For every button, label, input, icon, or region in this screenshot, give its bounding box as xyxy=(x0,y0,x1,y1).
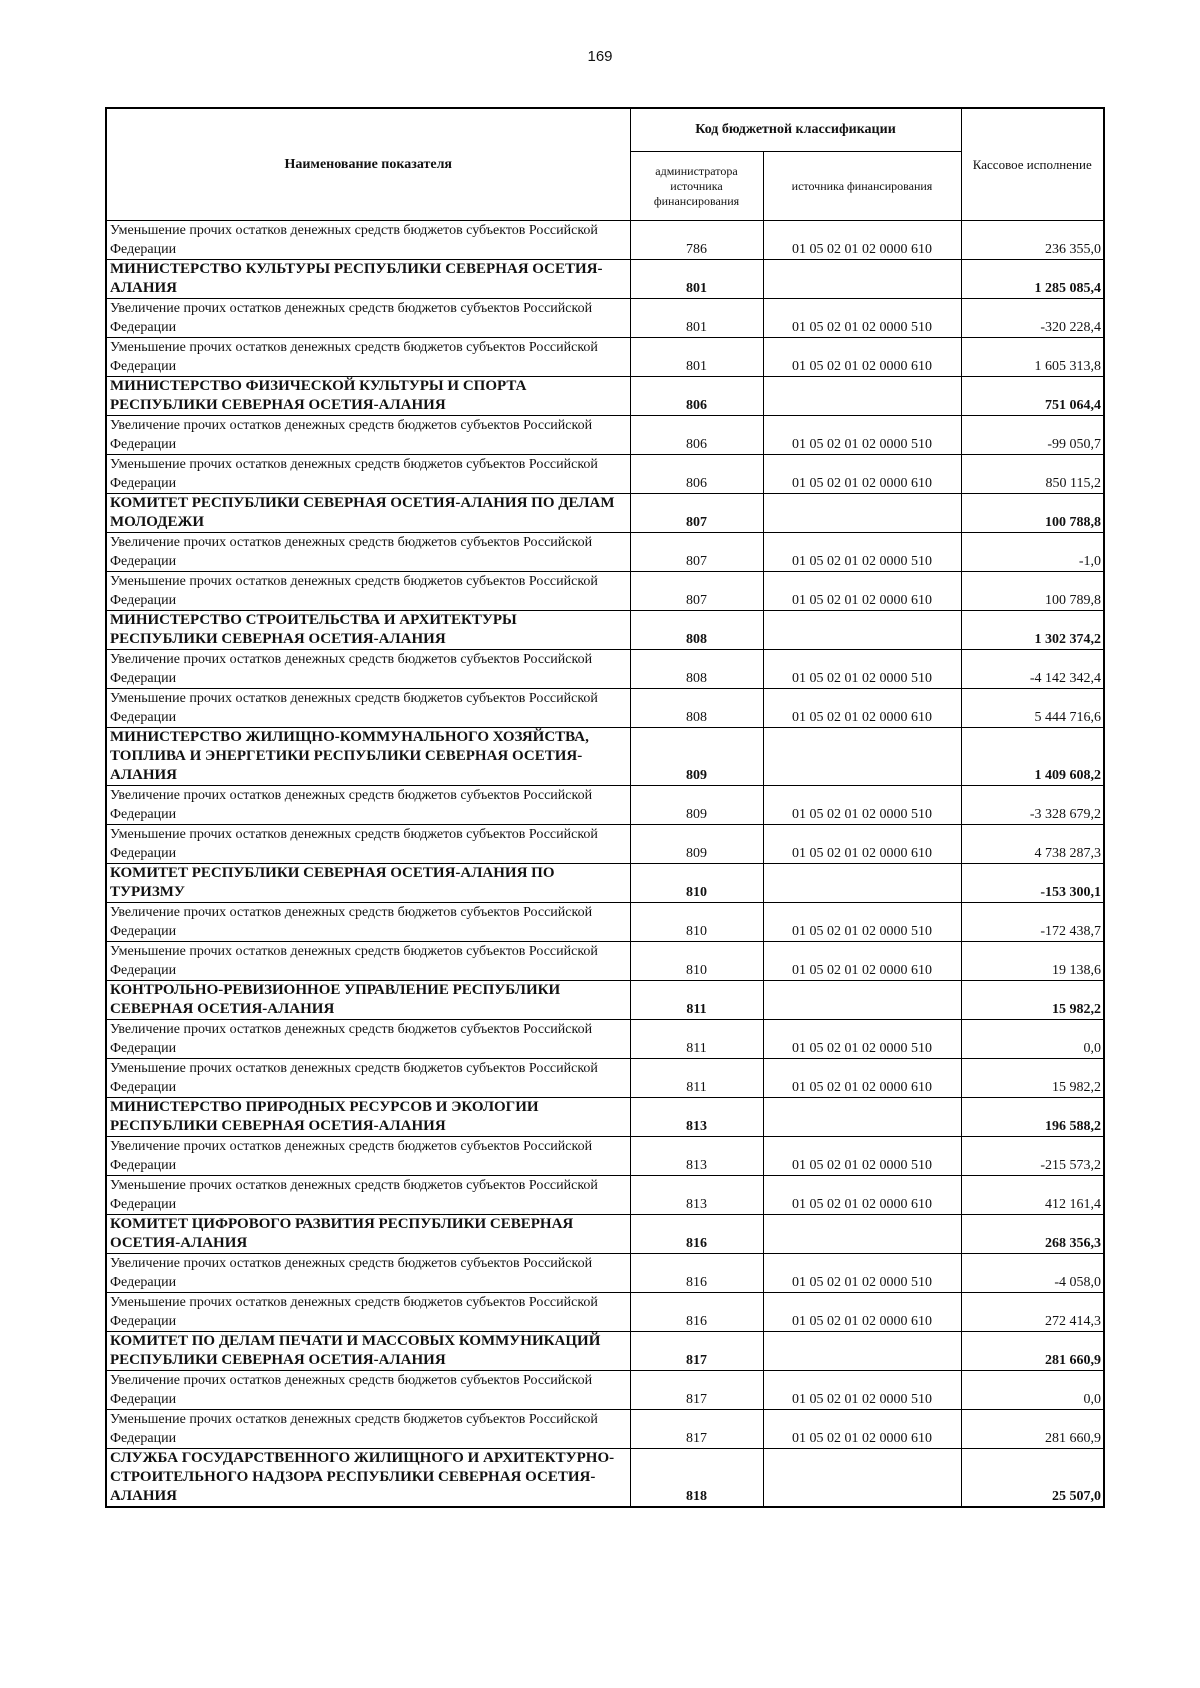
row-name: МИНИСТЕРСТВО СТРОИТЕЛЬСТВА И АРХИТЕКТУРЫ РЕСПУБЛИКИ СЕВЕРНАЯ ОСЕТИЯ-АЛАНИЯ xyxy=(106,611,630,650)
row-administrator-code: 801 xyxy=(630,299,763,338)
budget-execution-table xyxy=(105,107,1105,1508)
row-source-code: 01 05 02 01 02 0000 610 xyxy=(763,1059,961,1098)
row-name: Уменьшение прочих остатков денежных средств бюджетов субъектов Российской Федерации xyxy=(106,455,630,494)
row-name: МИНИСТЕРСТВО ФИЗИЧЕСКОЙ КУЛЬТУРЫ И СПОРТА РЕСПУБЛИКИ СЕВЕРНАЯ ОСЕТИЯ-АЛАНИЯ xyxy=(106,377,630,416)
row-amount: 4 738 287,3 xyxy=(961,825,1104,864)
row-amount: 272 414,3 xyxy=(961,1293,1104,1332)
row-administrator-code: 816 xyxy=(630,1293,763,1332)
header-source-code: источника финансирования xyxy=(763,152,961,221)
table-row-organization xyxy=(106,377,1104,416)
table-row xyxy=(106,1176,1104,1215)
row-name: Уменьшение прочих остатков денежных средств бюджетов субъектов Российской Федерации xyxy=(106,1059,630,1098)
table-row xyxy=(106,221,1104,260)
row-name: КОМИТЕТ ПО ДЕЛАМ ПЕЧАТИ И МАССОВЫХ КОММУНИКАЦИЙ РЕСПУБЛИКИ СЕВЕРНАЯ ОСЕТИЯ-АЛАНИЯ xyxy=(106,1332,630,1371)
row-name: Увеличение прочих остатков денежных средств бюджетов субъектов Российской Федерации xyxy=(106,650,630,689)
row-amount: -4 142 342,4 xyxy=(961,650,1104,689)
row-source-code: 01 05 02 01 02 0000 510 xyxy=(763,1137,961,1176)
row-source-code xyxy=(763,1449,961,1508)
row-administrator-code: 786 xyxy=(630,221,763,260)
table-row xyxy=(106,1137,1104,1176)
row-administrator-code: 807 xyxy=(630,494,763,533)
row-administrator-code: 810 xyxy=(630,903,763,942)
table-row xyxy=(106,299,1104,338)
table-row-organization xyxy=(106,494,1104,533)
row-source-code xyxy=(763,1215,961,1254)
row-amount: 0,0 xyxy=(961,1371,1104,1410)
row-name: Уменьшение прочих остатков денежных средств бюджетов субъектов Российской Федерации xyxy=(106,338,630,377)
row-name: Уменьшение прочих остатков денежных средств бюджетов субъектов Российской Федерации xyxy=(106,1293,630,1332)
row-name: МИНИСТЕРСТВО КУЛЬТУРЫ РЕСПУБЛИКИ СЕВЕРНАЯ ОСЕТИЯ-АЛАНИЯ xyxy=(106,260,630,299)
table-row xyxy=(106,825,1104,864)
table-row-organization xyxy=(106,1449,1104,1508)
row-name: Увеличение прочих остатков денежных средств бюджетов субъектов Российской Федерации xyxy=(106,786,630,825)
table-row-organization xyxy=(106,1098,1104,1137)
row-source-code: 01 05 02 01 02 0000 510 xyxy=(763,533,961,572)
row-source-code: 01 05 02 01 02 0000 510 xyxy=(763,416,961,455)
table-row-organization xyxy=(106,260,1104,299)
table-row xyxy=(106,416,1104,455)
header-administrator-code: администратора источника финансирования xyxy=(630,152,763,221)
row-amount: 100 789,8 xyxy=(961,572,1104,611)
row-name: КОМИТЕТ ЦИФРОВОГО РАЗВИТИЯ РЕСПУБЛИКИ СЕВЕРНАЯ ОСЕТИЯ-АЛАНИЯ xyxy=(106,1215,630,1254)
header-indicator-name: Наименование показателя xyxy=(106,108,630,221)
table-row-organization xyxy=(106,1215,1104,1254)
row-amount: 15 982,2 xyxy=(961,1059,1104,1098)
table-row-organization xyxy=(106,864,1104,903)
row-name: КОНТРОЛЬНО-РЕВИЗИОННОЕ УПРАВЛЕНИЕ РЕСПУБЛИКИ СЕВЕРНАЯ ОСЕТИЯ-АЛАНИЯ xyxy=(106,981,630,1020)
row-administrator-code: 807 xyxy=(630,533,763,572)
row-source-code: 01 05 02 01 02 0000 610 xyxy=(763,1293,961,1332)
table-row xyxy=(106,786,1104,825)
row-name: Увеличение прочих остатков денежных средств бюджетов субъектов Российской Федерации xyxy=(106,1371,630,1410)
row-amount: -172 438,7 xyxy=(961,903,1104,942)
row-administrator-code: 813 xyxy=(630,1137,763,1176)
row-amount: 15 982,2 xyxy=(961,981,1104,1020)
row-administrator-code: 811 xyxy=(630,1059,763,1098)
table-row xyxy=(106,1410,1104,1449)
row-source-code: 01 05 02 01 02 0000 610 xyxy=(763,221,961,260)
row-source-code: 01 05 02 01 02 0000 610 xyxy=(763,455,961,494)
table-row xyxy=(106,1020,1104,1059)
row-administrator-code: 801 xyxy=(630,260,763,299)
row-source-code xyxy=(763,260,961,299)
row-source-code xyxy=(763,494,961,533)
row-amount: 850 115,2 xyxy=(961,455,1104,494)
row-name: КОМИТЕТ РЕСПУБЛИКИ СЕВЕРНАЯ ОСЕТИЯ-АЛАНИЯ ПО ТУРИЗМУ xyxy=(106,864,630,903)
row-name: КОМИТЕТ РЕСПУБЛИКИ СЕВЕРНАЯ ОСЕТИЯ-АЛАНИЯ ПО ДЕЛАМ МОЛОДЕЖИ xyxy=(106,494,630,533)
row-name: Увеличение прочих остатков денежных средств бюджетов субъектов Российской Федерации xyxy=(106,903,630,942)
row-name: МИНИСТЕРСТВО ПРИРОДНЫХ РЕСУРСОВ И ЭКОЛОГИИ РЕСПУБЛИКИ СЕВЕРНАЯ ОСЕТИЯ-АЛАНИЯ xyxy=(106,1098,630,1137)
table-row-organization xyxy=(106,611,1104,650)
row-administrator-code: 813 xyxy=(630,1176,763,1215)
row-source-code: 01 05 02 01 02 0000 510 xyxy=(763,299,961,338)
row-administrator-code: 809 xyxy=(630,825,763,864)
table-row xyxy=(106,455,1104,494)
row-name: Уменьшение прочих остатков денежных средств бюджетов субъектов Российской Федерации xyxy=(106,1176,630,1215)
row-name: Уменьшение прочих остатков денежных средств бюджетов субъектов Российской Федерации xyxy=(106,942,630,981)
row-source-code: 01 05 02 01 02 0000 610 xyxy=(763,1176,961,1215)
row-administrator-code: 816 xyxy=(630,1254,763,1293)
row-name: Уменьшение прочих остатков денежных средств бюджетов субъектов Российской Федерации xyxy=(106,825,630,864)
row-amount: -320 228,4 xyxy=(961,299,1104,338)
row-administrator-code: 809 xyxy=(630,728,763,786)
row-amount: 268 356,3 xyxy=(961,1215,1104,1254)
header-cash-execution: Кассовое исполнение xyxy=(961,108,1104,221)
row-administrator-code: 817 xyxy=(630,1371,763,1410)
row-amount: 0,0 xyxy=(961,1020,1104,1059)
row-source-code: 01 05 02 01 02 0000 510 xyxy=(763,1371,961,1410)
row-amount: -3 328 679,2 xyxy=(961,786,1104,825)
row-amount: 25 507,0 xyxy=(961,1449,1104,1508)
row-administrator-code: 801 xyxy=(630,338,763,377)
row-name: Увеличение прочих остатков денежных средств бюджетов субъектов Российской Федерации xyxy=(106,1254,630,1293)
row-amount: 412 161,4 xyxy=(961,1176,1104,1215)
row-amount: -4 058,0 xyxy=(961,1254,1104,1293)
row-administrator-code: 816 xyxy=(630,1215,763,1254)
row-name: Увеличение прочих остатков денежных средств бюджетов субъектов Российской Федерации xyxy=(106,299,630,338)
row-administrator-code: 811 xyxy=(630,981,763,1020)
table-row xyxy=(106,533,1104,572)
row-administrator-code: 806 xyxy=(630,416,763,455)
row-source-code xyxy=(763,1098,961,1137)
row-source-code: 01 05 02 01 02 0000 610 xyxy=(763,572,961,611)
row-source-code xyxy=(763,864,961,903)
row-amount: 1 605 313,8 xyxy=(961,338,1104,377)
row-name: МИНИСТЕРСТВО ЖИЛИЩНО-КОММУНАЛЬНОГО ХОЗЯЙСТВА, ТОПЛИВА И ЭНЕРГЕТИКИ РЕСПУБЛИКИ СЕВЕРНАЯ ОСЕТИЯ-АЛАНИЯ xyxy=(106,728,630,786)
table-row-organization xyxy=(106,1332,1104,1371)
row-administrator-code: 813 xyxy=(630,1098,763,1137)
table-body xyxy=(106,221,1104,1508)
row-amount: 196 588,2 xyxy=(961,1098,1104,1137)
row-name: Уменьшение прочих остатков денежных средств бюджетов субъектов Российской Федерации xyxy=(106,572,630,611)
row-amount: -1,0 xyxy=(961,533,1104,572)
table-row xyxy=(106,689,1104,728)
row-administrator-code: 809 xyxy=(630,786,763,825)
row-amount: -215 573,2 xyxy=(961,1137,1104,1176)
row-name: Уменьшение прочих остатков денежных средств бюджетов субъектов Российской Федерации xyxy=(106,689,630,728)
row-amount: 1 302 374,2 xyxy=(961,611,1104,650)
page-number: 169 xyxy=(587,48,613,65)
row-source-code xyxy=(763,981,961,1020)
row-administrator-code: 808 xyxy=(630,650,763,689)
row-amount: -99 050,7 xyxy=(961,416,1104,455)
row-amount: 19 138,6 xyxy=(961,942,1104,981)
row-name: Уменьшение прочих остатков денежных средств бюджетов субъектов Российской Федерации xyxy=(106,221,630,260)
row-amount: 236 355,0 xyxy=(961,221,1104,260)
row-administrator-code: 817 xyxy=(630,1410,763,1449)
row-amount: 100 788,8 xyxy=(961,494,1104,533)
row-name: Увеличение прочих остатков денежных средств бюджетов субъектов Российской Федерации xyxy=(106,533,630,572)
row-source-code: 01 05 02 01 02 0000 510 xyxy=(763,650,961,689)
table-row xyxy=(106,903,1104,942)
row-administrator-code: 817 xyxy=(630,1332,763,1371)
row-amount: 281 660,9 xyxy=(961,1410,1104,1449)
row-amount: 1 285 085,4 xyxy=(961,260,1104,299)
row-name: Уменьшение прочих остатков денежных средств бюджетов субъектов Российской Федерации xyxy=(106,1410,630,1449)
table-row xyxy=(106,650,1104,689)
header-budget-classification: Код бюджетной классификации xyxy=(630,108,961,152)
table-row xyxy=(106,942,1104,981)
row-amount: 5 444 716,6 xyxy=(961,689,1104,728)
row-name: Увеличение прочих остатков денежных средств бюджетов субъектов Российской Федерации xyxy=(106,416,630,455)
row-source-code: 01 05 02 01 02 0000 510 xyxy=(763,1020,961,1059)
row-amount: 1 409 608,2 xyxy=(961,728,1104,786)
row-source-code: 01 05 02 01 02 0000 610 xyxy=(763,338,961,377)
row-source-code xyxy=(763,611,961,650)
row-administrator-code: 808 xyxy=(630,611,763,650)
row-name: СЛУЖБА ГОСУДАРСТВЕННОГО ЖИЛИЩНОГО И АРХИТЕКТУРНО-СТРОИТЕЛЬНОГО НАДЗОРА РЕСПУБЛИКИ СЕВЕРНАЯ ОСЕТИЯ-АЛАНИЯ xyxy=(106,1449,630,1508)
table-row xyxy=(106,1059,1104,1098)
row-source-code xyxy=(763,728,961,786)
row-administrator-code: 810 xyxy=(630,864,763,903)
row-administrator-code: 807 xyxy=(630,572,763,611)
row-source-code: 01 05 02 01 02 0000 510 xyxy=(763,1254,961,1293)
row-amount: 751 064,4 xyxy=(961,377,1104,416)
row-administrator-code: 810 xyxy=(630,942,763,981)
table-row xyxy=(106,1254,1104,1293)
table-row-organization xyxy=(106,981,1104,1020)
table-row xyxy=(106,1371,1104,1410)
row-source-code: 01 05 02 01 02 0000 610 xyxy=(763,1410,961,1449)
row-amount: 281 660,9 xyxy=(961,1332,1104,1371)
row-source-code xyxy=(763,1332,961,1371)
table-header xyxy=(106,108,1104,221)
row-administrator-code: 808 xyxy=(630,689,763,728)
row-source-code: 01 05 02 01 02 0000 610 xyxy=(763,825,961,864)
row-source-code: 01 05 02 01 02 0000 610 xyxy=(763,942,961,981)
row-source-code: 01 05 02 01 02 0000 610 xyxy=(763,689,961,728)
row-administrator-code: 811 xyxy=(630,1020,763,1059)
row-source-code xyxy=(763,377,961,416)
table-row xyxy=(106,572,1104,611)
table-row xyxy=(106,1293,1104,1332)
row-source-code: 01 05 02 01 02 0000 510 xyxy=(763,903,961,942)
row-source-code: 01 05 02 01 02 0000 510 xyxy=(763,786,961,825)
row-amount: -153 300,1 xyxy=(961,864,1104,903)
table-row-organization xyxy=(106,728,1104,786)
row-name: Увеличение прочих остатков денежных средств бюджетов субъектов Российской Федерации xyxy=(106,1137,630,1176)
table-row xyxy=(106,338,1104,377)
row-name: Увеличение прочих остатков денежных средств бюджетов субъектов Российской Федерации xyxy=(106,1020,630,1059)
row-administrator-code: 806 xyxy=(630,377,763,416)
row-administrator-code: 806 xyxy=(630,455,763,494)
row-administrator-code: 818 xyxy=(630,1449,763,1508)
